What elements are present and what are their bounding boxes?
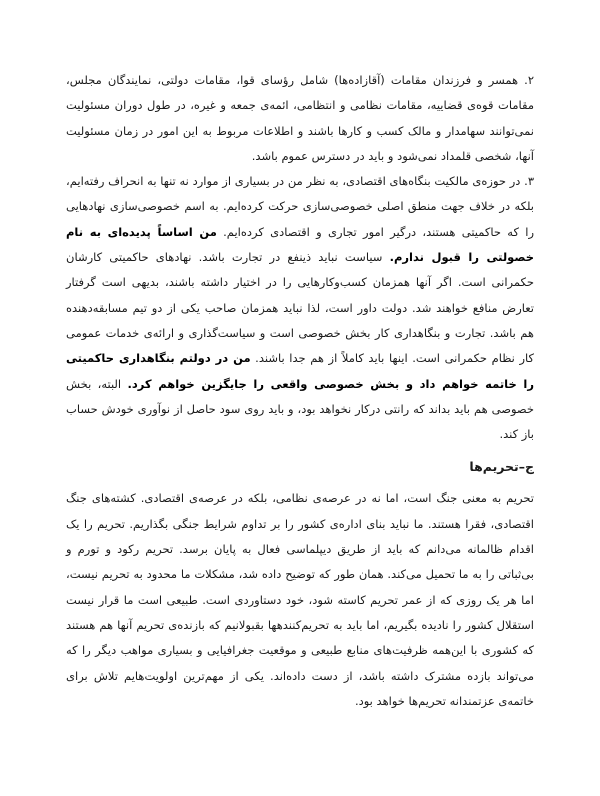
paragraph-item-2-text: ۲. همسر و فرزندان مقامات (آقازاده‌ها) شامل رؤسای قوا، مقامات دولتی، نمایندگان مجلس، مقامات قوه‌ی قضاییه، مقامات نظامی و انتظامی، ائمه‌ی جمعه و غیره، در طول دوران مسئولیت نمی‌توانند سهامدار و مالک کسب‌ و کارها باشند و اطلاعات مربوط به این امور در زمان مسئولیت آنها، شخصی قلمداد نمی‌شود و باید در دسترس عموم باشد.	[66, 73, 534, 163]
paragraph-item-3-text-a: ۳. در حوزه‌ی مالکیت بنگاه‌های اقتصادی، به نظر من در بسیاری از موارد نه تنها به انحراف رفته‌ایم، بلکه در خلاف جهت منطق اصلی خصوصی‌سازی حرکت کرده‌ایم. به اسم خصوصی‌سازی نهادهایی را که حاکمیتی هستند، درگیر امور تجاری و اقتصادی کرده‌ایم.	[66, 174, 535, 239]
paragraph-item-2	[66, 68, 534, 169]
paragraph-item-3-text-b: سیاست نباید ذینفع در تجارت باشد. نهادهای حاکمیتی کارشان حکمرانی است. اگر آنها همزمان کسب‌وکارهایی را در اختیار داشته باشند، بدیهی است گرفتار تعارض منافع خواهند شد. دولت داور است، لذا نباید همزمان صاحب یکی از دو تیم مسابقه‌دهنده هم باشد. تجارت و بنگاهداری کار بخش خصوصی است و سیاست‌گذاری و ارائه‌ی خدمات عمومی کار نظام حکمرانی است. اینها باید کاملاً از هم جدا باشند.	[66, 250, 534, 366]
paragraph-sanctions: تحریم به معنی جنگ است، اما نه در عرصه‌ی نظامی، بلکه در عرصه‌ی اقتصادی. کشته‌های جنگ اقتصادی، فقرا هستند. ما نباید بنای اداره‌ی کشور را بر تداوم شرایط جنگی بگذاریم. تحریم را یک اقدام ظالمانه می‌دانم که باید از طریق دیپلماسی فعال به پایان برسد. تحریم رکود و تورم و بی‌ثباتی را به ما تحمیل می‌کند. همان طور که توضیح داده شد، مشکلات ما محدود به تحریم نیست، اما هر یک روزی که از عمر تحریم کاسته شود، خود دستاوردی است. طبیعی است ما قرار نیست استقلال کشور را نادیده بگیریم، اما باید به تحریم‌کنندهها بقبولانیم که بازنده‌ی تحریم آنها هم هستند که کشوری با این‌همه ظرفیت‌های منابع طبیعی و موقعیت جغرافیایی و بسیاری مواهب دیگر را که می‌تواند بازده مشترک داشته باشد، از دست داده‌اند. یکی از مهم‌ترین اولویت‌هایم تلاش برای خاتمه‌ی عزتمندانه تحریم‌ها خواهد بود.	[66, 491, 534, 708]
paragraph-item-3-bold-b: من در دولتم بنگاهداری حاکمیتی را خاتمه خواهم داد و بخش خصوصی واقعی را جایگزین خواهم کرد.	[66, 351, 534, 391]
paragraph-item-3-bold-a: من اساساً پدیده‌ای به نام خصولتی را قبول ندارم.	[66, 224, 534, 265]
paragraph-item-3-text-c: البته، بخش خصوصی هم باید بداند که رانتی درکار نخواهد بود، و باید روی سود حاصل از نوآوری خودش حساب باز کند.	[66, 376, 534, 442]
paragraph-item-3	[66, 169, 534, 447]
section-heading: ج–تحریم‌ها	[469, 459, 534, 475]
